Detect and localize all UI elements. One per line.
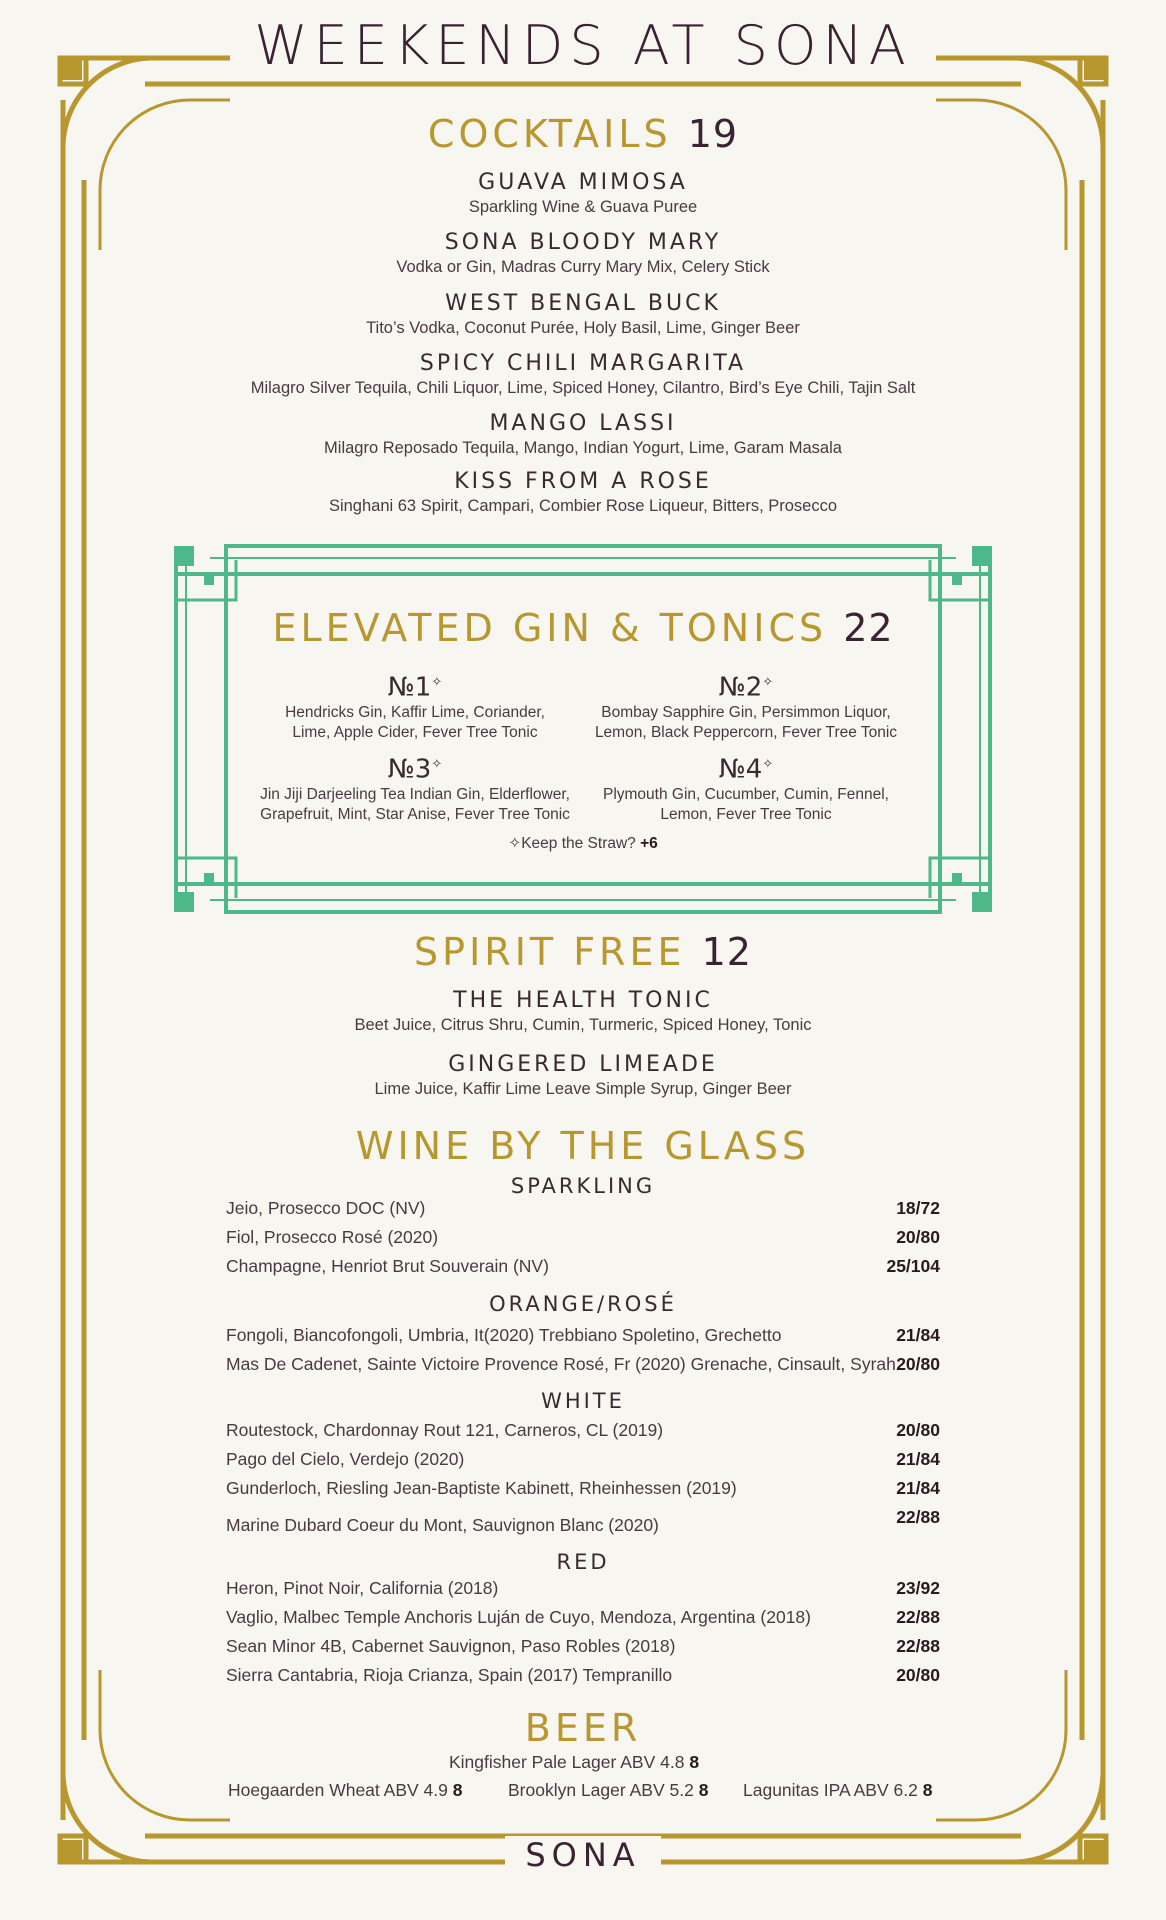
spirit-free-heading: SPIRIT FREE 12 <box>414 930 752 974</box>
wine-heading: WINE BY THE GLASS <box>355 1124 811 1168</box>
cocktail-item: KISS FROM A ROSE Singhani 63 Spirit, Campari, Combier Rose Liqueur, Bitters, Prosecco <box>328 469 838 515</box>
wine-group-orange-rose: ORANGE/ROSÉ <box>489 1292 677 1316</box>
wine-row: Mas De Cadenet, Sainte Victoire Provence Rosé, Fr (2020) Grenache, Cinsault, Syrah 20/80 <box>226 1354 940 1374</box>
cocktail-item: SPICY CHILI MARGARITA Milagro Silver Tequila, Chili Liquor, Lime, Spiced Honey, Cilantro, Bird’s Eye Chili, Tajin Salt <box>250 351 916 397</box>
cocktail-item: WEST BENGAL BUCK Tito’s Vodka, Coconut Purée, Holy Basil, Lime, Ginger Beer <box>366 291 800 337</box>
footer-logo: SONA <box>0 1836 1166 1874</box>
beer-item: Lagunitas IPA ABV 6.2 8 <box>743 1780 933 1800</box>
straw-note: ✧Keep the Straw? +6 <box>508 835 658 852</box>
beer-item: Kingfisher Pale Lager ABV 4.8 8 <box>449 1752 700 1772</box>
cocktails-heading: COCKTAILS 19 <box>427 112 739 156</box>
wine-row: Sierra Cantabria, Rioja Crianza, Spain (2017) Tempranillo 20/80 <box>226 1665 940 1685</box>
gin-item: №4✧ Plymouth Gin, Cucumber, Cumin, Fennel, Lemon, Fever Tree Tonic <box>602 754 889 823</box>
cocktail-item: MANGO LASSI Milagro Reposado Tequila, Mango, Indian Yogurt, Lime, Garam Masala <box>324 411 842 457</box>
wine-row: Fiol, Prosecco Rosé (2020) 20/80 <box>226 1227 940 1247</box>
spirit-free-item: THE HEALTH TONIC Beet Juice, Citrus Shru, Cumin, Turmeric, Spiced Honey, Tonic <box>354 988 812 1034</box>
beer-heading: BEER <box>524 1706 642 1750</box>
beer-item: Brooklyn Lager ABV 5.2 8 <box>508 1780 709 1800</box>
wine-row: Sean Minor 4B, Cabernet Sauvignon, Paso Robles (2018) 22/88 <box>226 1636 940 1656</box>
wine-row: Fongoli, Biancofongoli, Umbria, It(2020) Trebbiano Spoletino, Grechetto 21/84 <box>226 1325 940 1345</box>
wine-group-white: WHITE <box>541 1389 625 1413</box>
cocktail-item: SONA BLOODY MARY Vodka or Gin, Madras Curry Mary Mix, Celery Stick <box>396 230 770 276</box>
wine-row: Routestock, Chardonnay Rout 121, Carneros, CL (2019) 20/80 <box>226 1420 940 1440</box>
gin-heading: ELEVATED GIN & TONICS 22 <box>272 606 894 650</box>
wine-group-sparkling: SPARKLING <box>510 1174 656 1198</box>
gin-item: №2✧ Bombay Sapphire Gin, Persimmon Liquor, Lemon, Black Peppercorn, Fever Tree Tonic <box>594 672 898 741</box>
wine-row: Gunderloch, Riesling Jean-Baptiste Kabinett, Rheinhessen (2019) 21/84 <box>226 1478 940 1498</box>
spirit-free-item: GINGERED LIMEADE Lime Juice, Kaffir Lime Leave Simple Syrup, Ginger Beer <box>374 1052 792 1098</box>
page-title: WEEKENDS AT SONA <box>0 14 1166 77</box>
wine-group-red: RED <box>556 1550 610 1574</box>
gin-item: №3✧ Jin Jiji Darjeeling Tea Indian Gin, Elderflower, Grapefruit, Mint, Star Anise, Fever Tree Tonic <box>260 754 570 823</box>
gin-item: №1✧ Hendricks Gin, Kaffir Lime, Coriander, Lime, Apple Cider, Fever Tree Tonic <box>285 672 545 741</box>
wine-row: Pago del Cielo, Verdejo (2020) 21/84 <box>226 1449 940 1469</box>
wine-row: Vaglio, Malbec Temple Anchoris Luján de Cuyo, Mendoza, Argentina (2018) 22/88 <box>226 1607 940 1627</box>
wine-row: Marine Dubard Coeur du Mont, Sauvignon Blanc (2020) 22/88 <box>226 1507 940 1535</box>
wine-row: Champagne, Henriot Brut Souverain (NV) 25/104 <box>226 1256 940 1276</box>
beer-item: Hoegaarden Wheat ABV 4.9 8 <box>228 1780 463 1800</box>
wine-row: Jeio, Prosecco DOC (NV) 18/72 <box>226 1198 940 1218</box>
cocktail-item: GUAVA MIMOSA Sparkling Wine & Guava Puree <box>468 170 698 216</box>
wine-row: Heron, Pinot Noir, California (2018) 23/92 <box>226 1578 940 1598</box>
